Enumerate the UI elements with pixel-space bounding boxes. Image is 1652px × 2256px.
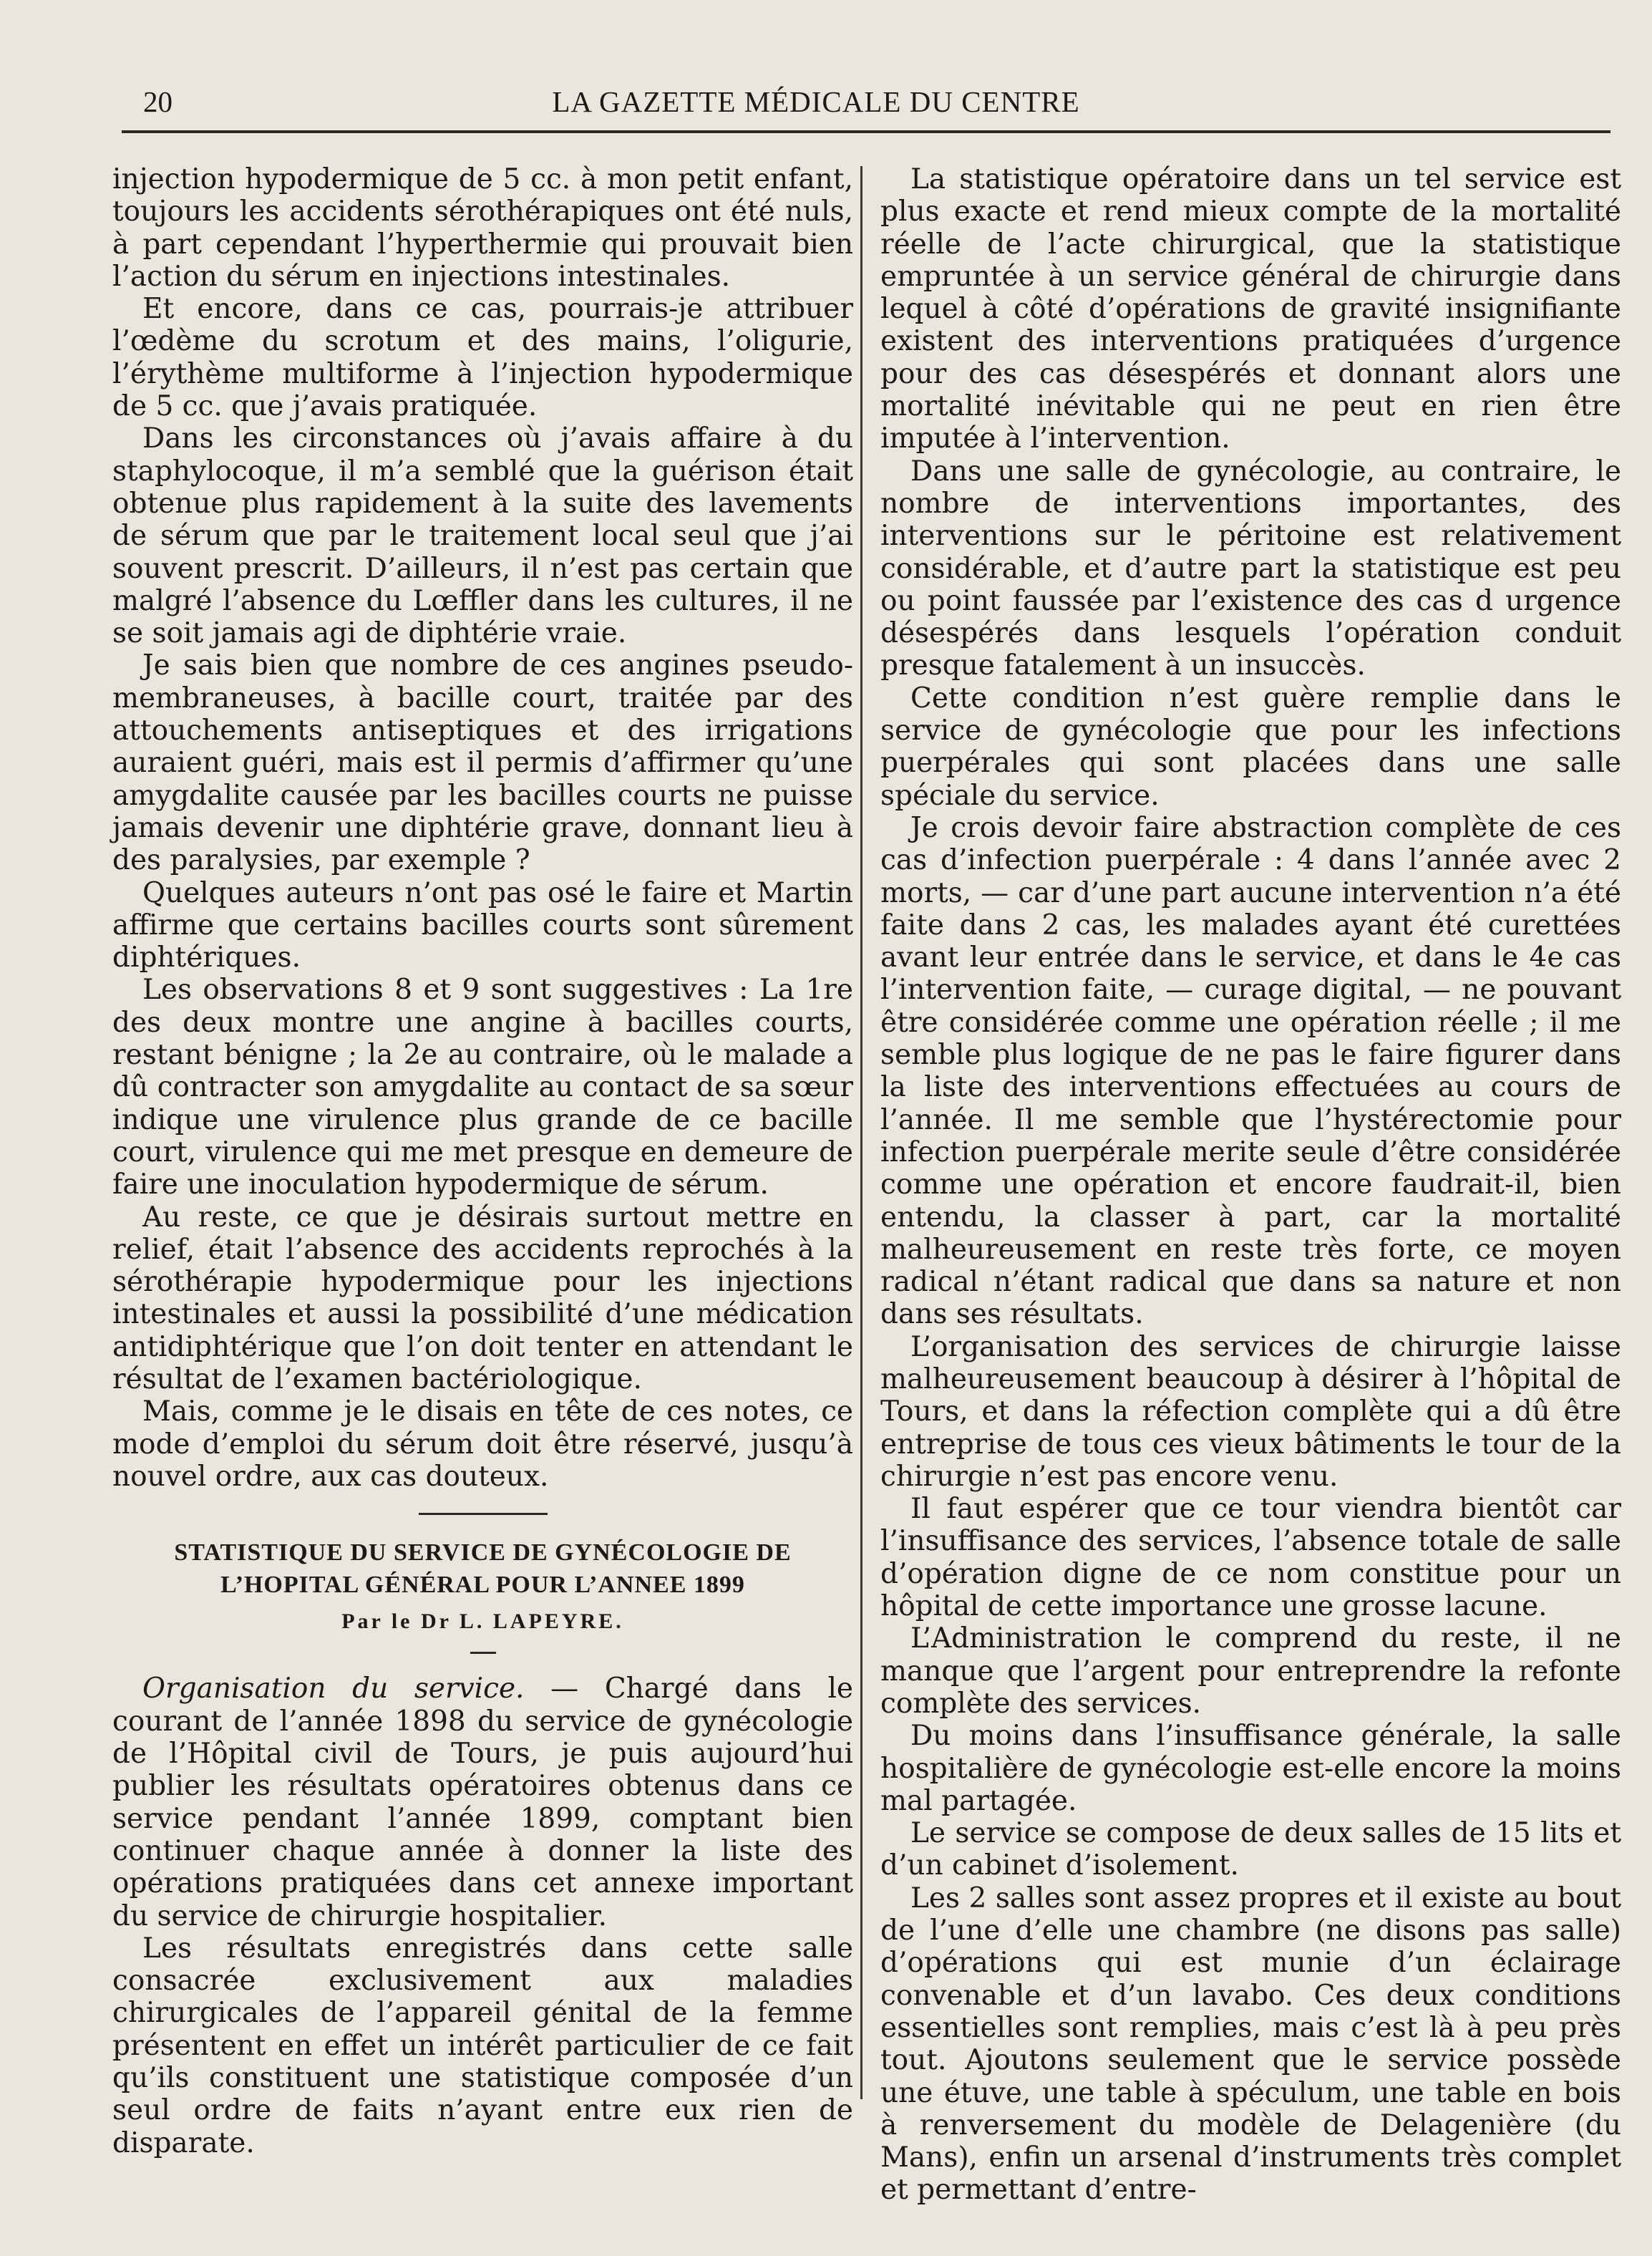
- paragraph: Au reste, ce que je désirais surtout mettre en relief, était l’absence des accidents reprochés à la sérothérapie hypodermique pour les injections intestinales et aussi la possibilité d’une médication antidiphtérique que l’on doit tenter en attendant le résultat de l’examen bactériologique.: [112, 1201, 853, 1395]
- running-head: LA GAZETTE MÉDICALE DU CENTRE: [552, 85, 1080, 118]
- paragraph: Les 2 salles sont assez propres et il existe au bout de l’une d’elle une chambre (ne disons pas salle) d’opérations qui est munie d’un éclairage convenable et d’un lavabo. Ces deux conditions essentielles sont remplies, mais c’est là à peu près tout. Ajoutons seulement que le service possède une étuve, une table à spéculum, une table en bois à renversement du modèle de Delagenière (du Mans), enfin un arsenal d’instruments très complet et permettant d’entre-: [880, 1882, 1621, 2207]
- title-rule: [470, 1652, 496, 1654]
- page-header: [143, 84, 1489, 120]
- paragraph: La statistique opératoire dans un tel service est plus exacte et rend mieux compte de la mortalité réelle de l’acte chirurgical, que la statistique empruntée à un service général de chirurgie dans lequel à côté d’opérations de gravité insignifiante existent des interventions pratiquées d’urgence pour des cas désespérés et donnant alors une mortalité inévitable qui ne peut en rien être imputée à l’intervention.: [880, 163, 1621, 455]
- paragraph: Du moins dans l’insuffisance générale, la salle hospitalière de gynécologie est-elle encore la moins mal partagée.: [880, 1720, 1621, 1817]
- paragraph: L’organisation des services de chirurgie laisse malheureusement beaucoup à désirer à l’hôpital de Tours, et dans la réfection complète qui a dû être entreprise de tous ces vieux bâtiments le tour de la chirurgie n’est pas encore venu.: [880, 1330, 1621, 1493]
- paragraph: Il faut espérer que ce tour viendra bientôt car l’insuffisance des services, l’absence totale de salle d’opération digne de ce nom constitue pour un hôpital de cette importance une grosse lacune.: [880, 1493, 1621, 1623]
- paragraph: Le service se compose de deux salles de 15 lits et d’un cabinet d’isolement.: [880, 1817, 1621, 1882]
- right-column: [880, 163, 1621, 2207]
- paragraph-text: — Chargé dans le courant de l’année 1898 du service de gynécologie de l’Hôpital civil de Tours, je puis aujourd’hui publier les résultats opératoires obtenus dans ce service pendant l’année 1899, comptant bien continuer chaque année à donner la liste des opérations pratiquées dans cet annexe important du service de chirurgie hospitalier.: [112, 1672, 853, 1932]
- article-first-paragraph: [112, 1672, 853, 1932]
- paragraph: Je sais bien que nombre de ces angines pseudo-membraneuses, à bacille court, traitée par des attouchements antiseptiques et des irrigations auraient guéri, mais est il permis d’affirmer qu’une amygdalite causée par les bacilles courts ne puisse jamais devenir une diphtérie grave, donnant lieu à des paralysies, par exemple ?: [112, 649, 853, 877]
- paragraph: L’Administration le comprend du reste, il ne manque que l’argent pour entreprendre la refonte complète des services.: [880, 1622, 1621, 1720]
- paragraph: Dans une salle de gynécologie, au contraire, le nombre de interventions importantes, des interventions sur le péritoine est relativement considérable, et d’autre part la statistique est peu ou point faussée par l’existence des cas d urgence désespérés dans lesquels l’opération conduit presque fatalement à un insuccès.: [880, 455, 1621, 682]
- column-divider: [860, 166, 863, 2099]
- paragraph: Les observations 8 et 9 sont suggestives : La 1re des deux montre une angine à bacilles courts, restant bénigne ; la 2e au contraire, où le malade a dû contracter son amygdalite au contact de sa sœur indique une virulence plus grande de ce bacille court, virulence qui me met presque en demeure de faire une inoculation hypodermique de sérum.: [112, 974, 853, 1201]
- paragraph: Quelques auteurs n’ont pas osé le faire et Martin affirme que certains bacilles courts sont sûrement diphtériques.: [112, 876, 853, 974]
- page-number: 20: [143, 85, 173, 118]
- article-title: STATISTIQUE DU SERVICE DE GYNÉCOLOGIE DE L’HOPITAL GÉNÉRAL POUR L’ANNEE 1899: [174, 1539, 792, 1599]
- paragraph: Et encore, dans ce cas, pourrais-je attribuer l’œdème du scrotum et des mains, l’oligurie, l’érythème multiforme à l’injection hypodermique de 5 cc. que j’avais pratiquée.: [112, 293, 853, 423]
- paragraph: injection hypodermique de 5 cc. à mon petit enfant, toujours les accidents sérothérapiques ont été nuls, à part cependant l’hyperthermie qui prouvait bien l’action du sérum en injections intestinales.: [112, 163, 853, 293]
- paragraph: Les résultats enregistrés dans cette salle consacrée exclusivement aux maladies chirurgicales de l’appareil génital de la femme présentent en effet un intérêt particulier de ce fait qu’ils constituent une statistique composée d’un seul ordre de faits n’ayant entre eux rien de disparate.: [112, 1932, 853, 2159]
- paragraph: Je crois devoir faire abstraction complète de ces cas d’infection puerpérale : 4 dans l’année avec 2 morts, — car d’une part aucune intervention n’a été faite dans 2 cas, les malades ayant été curettées avant leur entrée dans le service, et dans le 4e cas l’intervention faite, — curage digital, — ne pouvant être considérée comme une opération réelle ; il me semble plus logique de ne pas le faire figurer dans la liste des interventions effectuées au cours de l’année. Il me semble que l’hystérectomie pour infection puerpérale merite seule d’être considérée comme une opération et encore faudrait-il, bien entendu, la classer à part, car la mortalité malheureusement en reste très forte, ce moyen radical n’étant radical que dans sa nature et non dans ses résultats.: [880, 811, 1621, 1331]
- section-break-rule: [419, 1513, 548, 1515]
- header-rule: [122, 130, 1610, 133]
- article-byline: Par le Dr L. LAPEYRE.: [341, 1609, 624, 1634]
- left-column: [112, 163, 853, 2159]
- paragraph: Cette condition n’est guère remplie dans le service de gynécologie que pour les infections puerpérales qui sont placées dans une salle spéciale du service.: [880, 682, 1621, 812]
- run-in-heading: Organisation du service.: [142, 1672, 525, 1705]
- paragraph: Mais, comme je le disais en tête de ces notes, ce mode d’emploi du sérum doit être réservé, jusqu’à nouvel ordre, aux cas douteux.: [112, 1395, 853, 1493]
- paragraph: Dans les circonstances où j’avais affaire à du staphylocoque, il m’a semblé que la guérison était obtenue plus rapidement à la suite des lavements de sérum que par le traitement local seul que j’ai souvent prescrit. D’ailleurs, il n’est pas certain que malgré l’absence du Lœffler dans les cultures, il ne se soit jamais agi de diphtérie vraie.: [112, 422, 853, 650]
